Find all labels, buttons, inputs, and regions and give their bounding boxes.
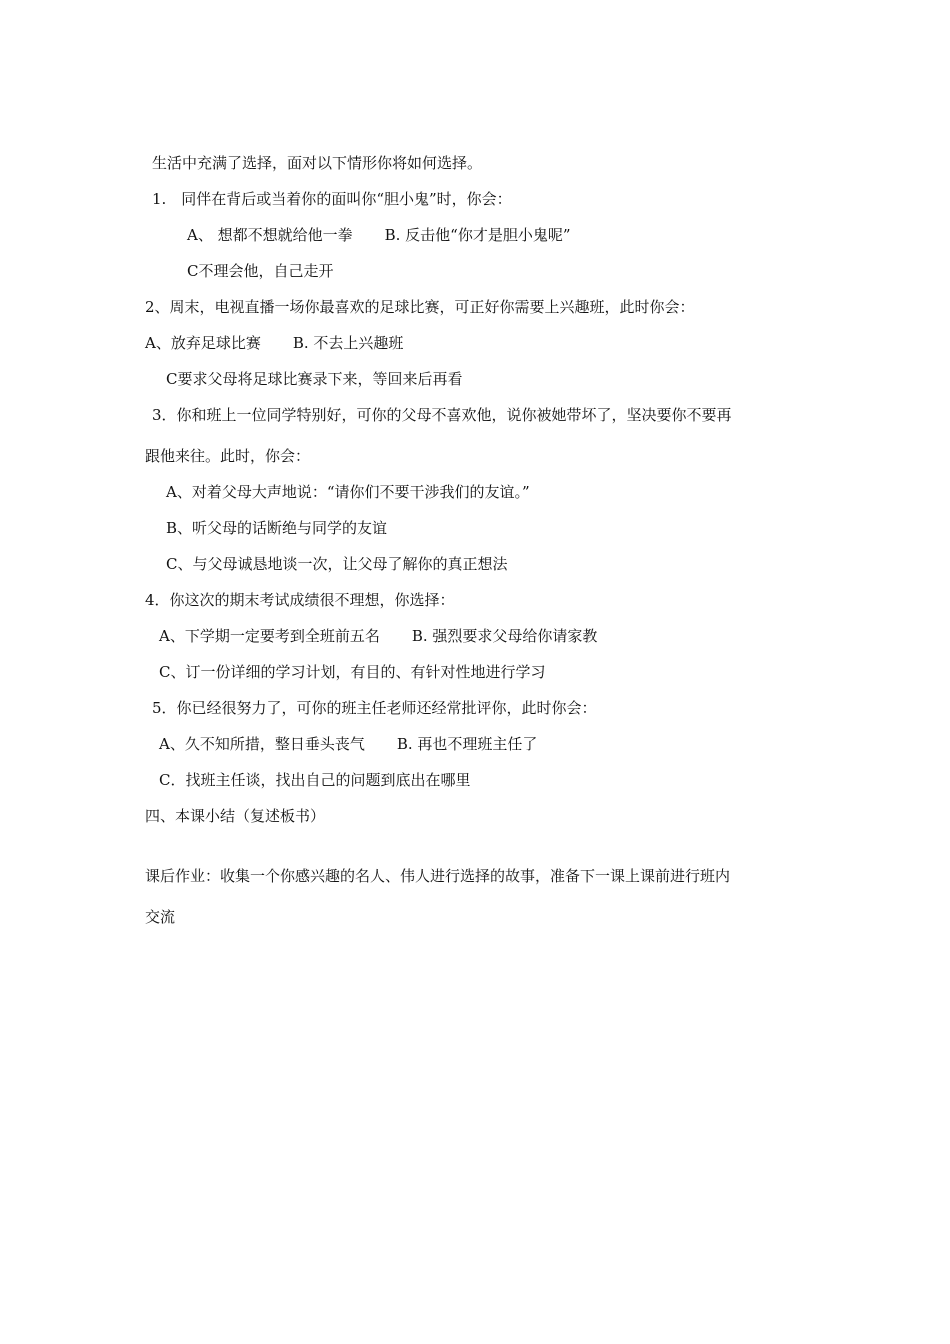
question-2-option-a: A、放弃足球比赛 [145, 334, 261, 352]
homework-line-2: 交流 [145, 908, 176, 926]
question-1-options-ab [187, 225, 571, 245]
question-3-stem-line-1: 3．你和班上一位同学特别好，可你的父母不喜欢他，说你被她带坏了，坚决要你不要再 [152, 406, 732, 424]
question-1-option-a: A、 想都不想就给他一拳 [187, 226, 353, 244]
question-2-option-b: B. 不去上兴趣班 [292, 334, 404, 352]
question-2-options-ab [145, 333, 403, 353]
homework-line-1: 课后作业：收集一个你感兴趣的名人、伟人进行选择的故事，准备下一课上课前进行班内 [145, 867, 731, 885]
question-3-option-b: B、听父母的话断绝与同学的友谊 [166, 519, 388, 537]
question-5-options-ab [159, 734, 537, 754]
question-5-stem: 5．你已经很努力了，可你的班主任老师还经常批评你，此时你会： [152, 699, 597, 717]
intro-text: 生活中充满了选择，面对以下情形你将如何选择。 [152, 154, 483, 172]
question-3-stem-line-2: 跟他来往。此时，你会： [145, 447, 311, 465]
lesson-summary-heading: 四、本课小结（复述板书） [145, 807, 326, 825]
question-5-option-a: A、久不知所措，整日垂头丧气 [159, 735, 365, 753]
question-4-stem: 4．你这次的期末考试成绩很不理想，你选择： [145, 591, 455, 609]
question-1-stem: 1. 同伴在背后或当着你的面叫你“胆小鬼”时，你会： [152, 190, 512, 208]
question-2-option-c: C要求父母将足球比赛录下来，等回来后再看 [166, 370, 463, 388]
question-4-option-a: A、下学期一定要考到全班前五名 [159, 627, 380, 645]
question-3-option-c: C、与父母诚恳地谈一次，让父母了解你的真正想法 [166, 555, 508, 573]
question-4-options-ab [159, 626, 597, 646]
question-1-option-c: C不理会他，自己走开 [187, 262, 334, 280]
question-3-option-a: A、对着父母大声地说：“请你们不要干涉我们的友谊。” [166, 483, 530, 501]
question-2-stem: 2、周末，电视直播一场你最喜欢的足球比赛，可正好你需要上兴趣班，此时你会： [145, 298, 695, 316]
question-4-option-c: C、订一份详细的学习计划，有目的、有针对性地进行学习 [159, 663, 546, 681]
question-5-option-c: C．找班主任谈，找出自己的问题到底出在哪里 [159, 771, 471, 789]
question-4-option-b: B. 强烈要求父母给你请家教 [411, 627, 598, 645]
question-1-option-b: B. 反击他“你才是胆小鬼呢” [384, 226, 571, 244]
question-5-option-b: B. 再也不理班主任了 [396, 735, 538, 753]
